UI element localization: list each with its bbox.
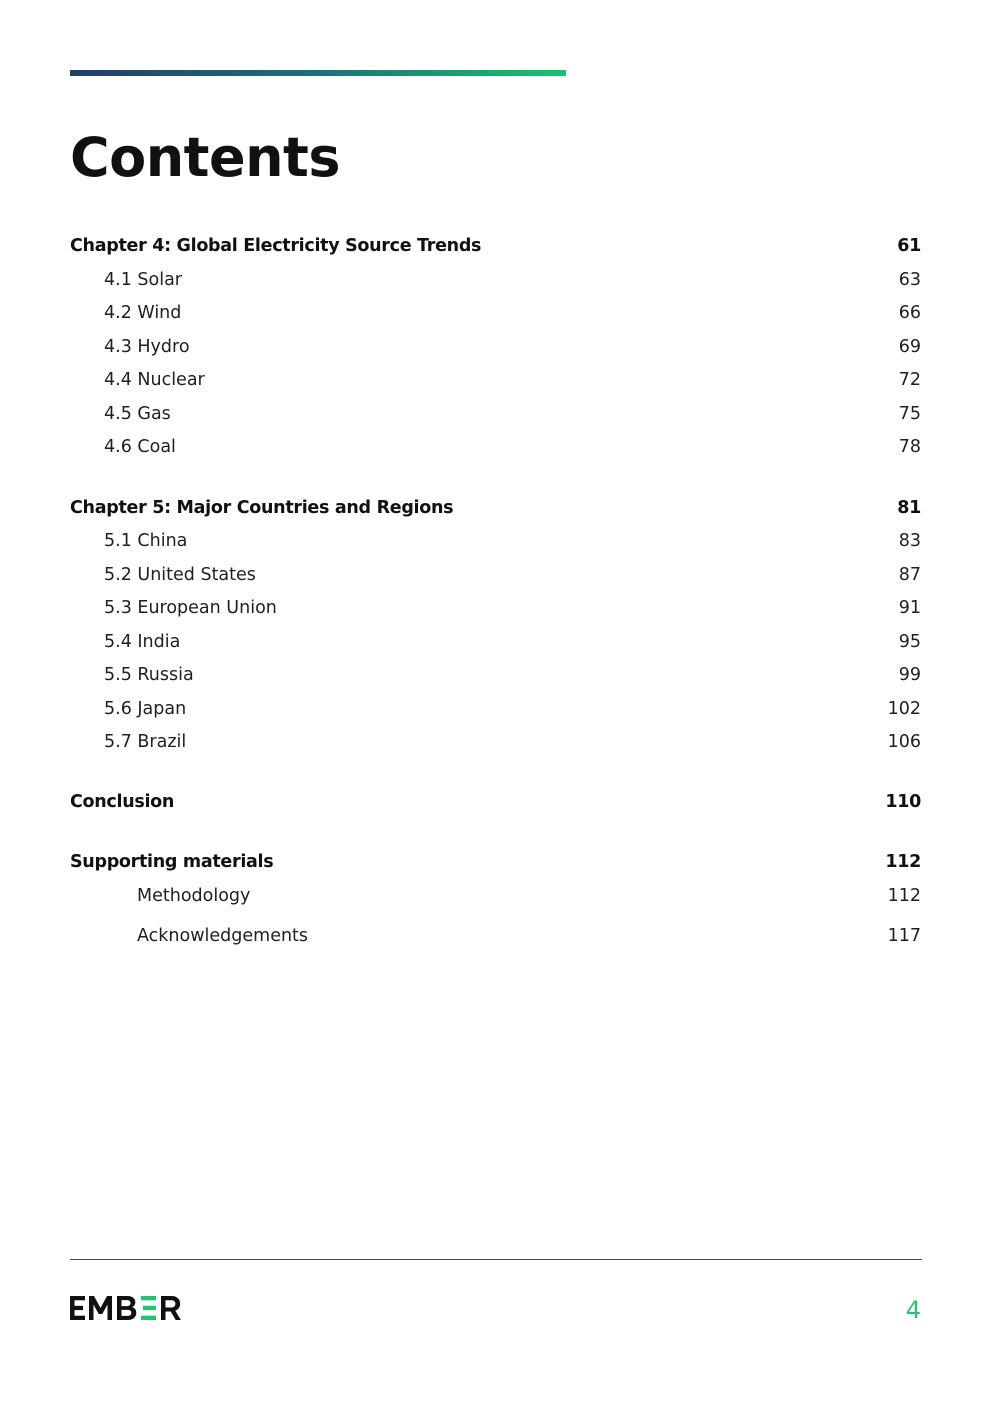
toc-entry-japan[interactable]: [70, 697, 921, 721]
footer-divider: [70, 1259, 922, 1260]
toc-entry-solar[interactable]: [70, 268, 921, 292]
toc-entry-label: 4.1 Solar: [104, 270, 182, 290]
toc-entry-label: 5.6 Japan: [104, 699, 187, 719]
toc-entry-label: Chapter 5: Major Countries and Regions: [70, 498, 454, 518]
page-title: Contents: [70, 126, 341, 189]
toc-entry-supporting-materials[interactable]: [70, 850, 921, 874]
toc-entry-label: Conclusion: [70, 792, 175, 812]
toc-entry-page: 95: [898, 632, 921, 652]
toc-entry-page: 66: [898, 303, 921, 323]
toc-entry-european-union[interactable]: [70, 596, 921, 620]
toc-entry-page: 91: [898, 598, 921, 618]
header-accent-bar: [70, 70, 566, 76]
toc-entry-india[interactable]: [70, 630, 921, 654]
toc-entry-page: 69: [898, 337, 921, 357]
toc-entry-label: Methodology: [137, 886, 251, 906]
toc-entry-label: 5.1 China: [104, 531, 188, 551]
page-number: 4: [905, 1296, 921, 1324]
toc-entry-label: 5.7 Brazil: [104, 732, 187, 752]
toc-entry-page: 112: [885, 852, 921, 872]
toc-entry-acknowledgements[interactable]: [70, 924, 921, 948]
toc-entry-label: 4.4 Nuclear: [104, 370, 205, 390]
toc-entry-label: 4.3 Hydro: [104, 337, 190, 357]
toc-entry-chapter-5[interactable]: [70, 496, 921, 520]
toc-entry-coal[interactable]: [70, 435, 921, 459]
toc-entry-label: 5.3 European Union: [104, 598, 277, 618]
toc-entry-conclusion[interactable]: [70, 790, 921, 814]
toc-entry-russia[interactable]: [70, 663, 921, 687]
toc-entry-page: 99: [898, 665, 921, 685]
toc-entry-label: 4.2 Wind: [104, 303, 182, 323]
toc-entry-page: 83: [898, 531, 921, 551]
toc-entry-label: Supporting materials: [70, 852, 274, 872]
toc-entry-label: 5.5 Russia: [104, 665, 194, 685]
toc-entry-nuclear[interactable]: [70, 368, 921, 392]
toc-entry-label: 5.4 India: [104, 632, 181, 652]
toc-entry-page: 112: [887, 886, 921, 906]
toc-entry-page: 75: [898, 404, 921, 424]
toc-entry-chapter-4[interactable]: [70, 234, 921, 258]
toc-entry-wind[interactable]: [70, 301, 921, 325]
toc-entry-united-states[interactable]: [70, 563, 921, 587]
toc-entry-page: 117: [887, 926, 921, 946]
toc-entry-gas[interactable]: [70, 402, 921, 426]
toc-entry-methodology[interactable]: [70, 884, 921, 908]
toc-entry-hydro[interactable]: [70, 335, 921, 359]
toc-entry-label: Acknowledgements: [137, 926, 309, 946]
toc-entry-brazil[interactable]: [70, 730, 921, 754]
toc-entry-china[interactable]: [70, 529, 921, 553]
toc-entry-page: 63: [898, 270, 921, 290]
toc-entry-page: 102: [887, 699, 921, 719]
toc-entry-page: 72: [898, 370, 921, 390]
toc-entry-page: 87: [898, 565, 921, 585]
toc-entry-page: 110: [885, 792, 921, 812]
toc-entry-page: 106: [887, 732, 921, 752]
toc-entry-label: Chapter 4: Global Electricity Source Trends: [70, 236, 482, 256]
toc-entry-label: 4.5 Gas: [104, 404, 171, 424]
toc-entry-label: 5.2 United States: [104, 565, 256, 585]
ember-logo: [70, 1294, 190, 1322]
toc-entry-page: 81: [897, 498, 921, 518]
toc-entry-label: 4.6 Coal: [104, 437, 176, 457]
toc-entry-page: 61: [897, 236, 921, 256]
toc-entry-page: 78: [898, 437, 921, 457]
